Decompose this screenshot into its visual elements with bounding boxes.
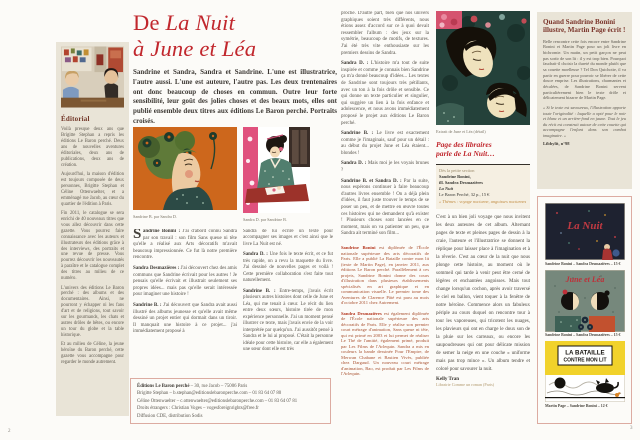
editorial-heading: Éditorial	[61, 115, 90, 123]
june-lea-extract-artwork	[436, 11, 530, 125]
book-la-bataille	[545, 341, 624, 408]
extract-caption: Extrait de June et Léa (détail)	[436, 129, 486, 134]
credit-themes: « Thèmes : voyage nocturne, angoisses nocturnes	[439, 199, 527, 205]
article-intro: Sandrine et Sandra, Sandra et Sandrine. L'une est illustratrice, l'autre aussi. L'une est auteure, l'autre pas. Les deux trentenaires ont donc beaucoup de choses en commun. Outre leur forte sensibilité, leur goût des jolies choses et des beaux mots, elles ont publié ensemble deux titres aux éditions Le Baron perché. Portraits croisés.	[133, 68, 337, 125]
article-title	[133, 10, 343, 62]
portrait-sandrine-artwork	[133, 127, 237, 210]
editorial-paragraph: L'univers des éditions Le Baron perché : des albums et des documentaires. Ainsi, ne pourront y échapper ni les fans d'art et de religions, tout savoir sur les gourmands, les chats et autres drôles de bêtes, ou encore un tour du globe et la table historique.	[61, 285, 124, 338]
credit-author: Sandrine Bonini,	[439, 173, 471, 179]
book-credits-block	[436, 164, 530, 209]
credit-title: La Nuit	[439, 185, 454, 191]
page-number-right: 3	[630, 426, 633, 431]
contact-line: Céline Ottenwaelter – c.ottenwaelter@editionslebaronperche.com – 01 83 64 07 81	[137, 398, 298, 404]
interview-column-3	[341, 11, 429, 432]
interview-paragraph	[133, 266, 237, 299]
credit-publisher: Le Baron Perché, 32 p., 15 €	[439, 191, 490, 197]
review-heading-line1: Page des libraires	[436, 141, 492, 149]
interview-paragraph	[133, 303, 237, 336]
contact-line: Diffusion CDE, distribution Sodis	[137, 413, 203, 419]
press-review-source: Libbylit, n°98	[543, 140, 570, 146]
credit-illustrator: ill. Sandra Desmazières	[439, 179, 483, 185]
portrait-sandra-artwork	[243, 127, 310, 213]
la-bataille-cover	[545, 341, 625, 402]
publisher-address: – 30, rue Jacob – 75006 Paris	[189, 384, 248, 389]
librarians-review-heading	[436, 141, 530, 159]
interview-text: Une fois le texte écrit, et ce fut très rapide, on a revu la maquette du livre. J'ai dessiné de nouvelles pages et voilà ! Cette première collaboration s'est faite tout naturellement.	[243, 252, 333, 284]
press-review-quote: « Si le texte est savoureux, l'illustration apporte toute l'originalité : laquelle a opté pour le noir et blanc et un arrière-fond en jaune. Tout le jeu du récit est construit autour de cette couette qui accompagne l'enfant dans son combat imaginaire. »	[543, 105, 626, 138]
interview-text: Le livre est exactement comme je l'imaginais, sauf pour un détail : au début du projet June et Léa étaient... blondes !	[341, 131, 429, 156]
june-et-lea-title: June et Léa	[565, 274, 605, 284]
speaker-label: Sandra D. :	[243, 252, 268, 258]
book-covers-box	[537, 196, 632, 424]
editorial-photo	[61, 46, 124, 108]
press-review-box	[537, 12, 632, 189]
book-caption: Sandrine Bonini – Sandra Desmazières – 15 €	[545, 261, 621, 266]
interview-paragraph	[243, 229, 333, 248]
title-italic-june-lea: à June et Léa	[133, 36, 257, 62]
book-caption: Sandrine Bonini – Sandra Desmazières – 15 €	[545, 333, 621, 337]
pink-desk-illustration	[243, 127, 310, 213]
book-caption: Martin Page – Sandrine Bonini – 12 €	[545, 403, 608, 408]
interview-paragraph	[341, 161, 429, 174]
title-roman: De	[133, 10, 166, 35]
title-italic-la-nuit: La Nuit	[165, 10, 236, 35]
interview-text: Par la suite, nous espérons continuer à faire beaucoup d'autres livres ensemble ! On a déjà plein d'idées, il faut juste trouver le temps de se poser un peu, et de mettre en œuvre toutes ces histoires qui ne demandent qu'à exister ! Plusieurs choses sont lancées en ce moment, mais on va patienter un peu, que Sandra ait terminé son film...	[341, 178, 429, 237]
la-bataille-title-line1: LA BATAILLE	[565, 349, 605, 357]
speaker-label: Sandrine B. et Sandra D. :	[341, 178, 402, 184]
speaker-label: Sandrine B. :	[341, 131, 374, 137]
book-la-nuit	[545, 203, 624, 266]
contact-line: Droits étrangers : Christian Voges – vogesforeignrights@free.fr	[137, 406, 259, 412]
speaker-label: Sandra D. :	[341, 161, 367, 167]
speaker-label: andrine Bonini :	[142, 229, 181, 234]
press-review-heading: Quand Sandrine Bonini illustre, Martin Page écrit !	[543, 18, 626, 35]
la-nuit-title: La Nuit	[567, 220, 603, 232]
interview-column-1	[133, 229, 237, 376]
interview-text: Sandra de lui écrire un texte pour accompagner ses images et c'est ainsi que le livre La Nuit est né.	[243, 229, 333, 247]
two-faces-illustration	[436, 11, 530, 125]
interview-text: J'ai découvert que Sandra avait aussi illustré des albums jeunesse et qu'elle avait même dessiné un projet entier qui dormait dans un tiroir. Il manquait une histoire à ce projet... j'ai immédiatement proposé à	[133, 302, 237, 335]
interview-text: Entre-temps, j'avais écrit plusieurs autres histoires dont celle de June et Léa, qui me tenait à cœur. Le récit du lien entre deux sœurs, histoire tirée de mon expérience personnelle. J'ai un moment pensé illustrer ce texte, mais j'avais envie de la voir interprétée par quelqu'un. J'ai aussitôt pensé à Sandra et le lui ai proposé. C'était la personne idéale pour cette histoire, car elle a également une sœur dont elle est très	[243, 288, 333, 352]
orange-portrait-illustration	[133, 127, 237, 210]
editorial-paragraph: Et au milieu de Céline, la jeune héroïne du Baron perché, cette gazette vous accompagne pour regarder le monde autrement.	[61, 342, 124, 366]
interview-paragraph	[133, 229, 237, 262]
editorial-paragraph: Fin 2011, le catalogue se sera enrichi de 40 nouveaux titres que vous allez découvrir dans cette gazette. Vous pourrez faire connaissance avec les auteurs et illustrateurs des éditions grâce à des interviews, des portraits et une revue de presse. Vous pourrez découvrir les nouveautés à paraître et le catalogue complet des titres au milieu de ce numéro.	[61, 210, 124, 282]
speaker-label: Sandra Desmazières :	[133, 265, 180, 271]
author-bio-sandra	[341, 311, 429, 377]
bio-text: est également diplômée de l'École nationale supérieure des arts décoratifs de Paris. Elle y réalise son premier court métrage d'animation, Sans queue ni tête, qui est primé en 2003 et lui permet de réaliser Le Thé de l'amitié, également primé, produit par Les Films de l'Arlequin. Sandra a mis en couleurs la bande dessinée Pour l'Empire, de Merwan Chabane et Bastien Vivès, publiée chez Dargaud. Un nouveau court métrage d'animation, Bao, est produit par Les Films de l'Arlequin.	[341, 310, 429, 376]
editorial-sidebar	[56, 42, 129, 416]
dropcap: S	[133, 229, 142, 242]
interview-text: J'ai d'abord connu Sandra par son travail : son film Sans queue ni tête qu'elle a réalisé aux Arts décoratifs m'avait beaucoup impressionnée. Ce fut là notre première rencontre.	[133, 229, 237, 261]
editorial-paragraph: Voilà presque deux ans que Brigitte Stephan a repris les éditions Le Baron perché. Deux ans de nouvelles aventures éditoriales, deux ans de publications, deux ans de création.	[61, 127, 124, 168]
review-signature-org: Librairie Comme un roman (Paris)	[436, 382, 495, 388]
author-bio-sandrine	[341, 245, 429, 306]
interview-paragraph	[341, 61, 429, 127]
speaker-label: Sandrine B. :	[133, 302, 162, 308]
librarians-review-section	[436, 141, 530, 431]
interview-paragraph	[243, 252, 333, 284]
publisher-name: Éditions Le Baron perché	[137, 384, 190, 389]
interview-paragraph	[341, 179, 429, 238]
page-number-left: 2	[8, 429, 11, 434]
review-signature: Kelly Tran	[436, 377, 460, 383]
interview-paragraph	[341, 11, 429, 57]
artwork2-caption: Sandra D. par Sandrine B.	[243, 217, 287, 222]
speaker-label: Sandrine B. :	[243, 288, 276, 294]
interview-paragraph	[243, 289, 333, 354]
bio-name: Sandrine Bonini	[341, 245, 376, 250]
review-body: C'est à un bien joli voyage que nous invitent les deux auteures de cet album. Alternant pages de texte et pleines pages de dessin à la craie, l'auteure et l'illustratrice se donnent la réplique pour laisser place à l'imagination et à la rêverie. C'est au cœur de la nuit que nous plonge cette histoire, au moment où le sommeil qui tarde à venir peut être cerné de légères et enchantées angoisses. Mais tout change lorsqu'un cochon, après avoir traversé le ciel en ballon, vient toquer à la fenêtre de notre héroïne. Commence alors un fabuleux périple au cours duquel on rencontre tour à tour les vaporeuses, qui tricotent les nuages, les plavieurs qui ont en charge le doux son de la pluie sur les carreaux, ou encore les saupoudreuses qui ont pour délicate mission de semer la neige en une couche « uniforme mais pas trop mince ». Un album tendre et coloré pour savourer la nuit.	[436, 215, 530, 373]
speaker-label: Sandra D. :	[341, 61, 369, 67]
interview-text: Mais moi je les voyais brunes ?	[341, 161, 429, 174]
interview-text: proche. D'autre part, bien que nos univers graphiques soient très différents, nous étions assez d'accord sur ce à quoi devait ressembler l'album : des jeux sur la symétrie, beaucoup de motifs, de textures. J'ai été très vite enthousiaste sur les premiers dessins de Sandra.	[341, 11, 429, 56]
credit-level: Dès la petite section	[439, 167, 475, 173]
interview-paragraph	[341, 131, 429, 157]
interview-text: L'histoire m'a tout de suite inspirée et comme je connais bien Sandrine ça m'a donné beaucoup d'idées... Les textes de Sandrine sont toujours très pétillants, avec un ton à la fois drôle et sensible. Ce qui donne un texte particulier et singulier, qui suggère un lien à la fois enfance et adolescence, et nous avons immédiatement proposé le projet aux éditions Le Baron perché.	[341, 61, 429, 126]
interview-text: J'ai découvert chez des amis communs que Sandrine écrivait pour les autres ! Je pensais qu'elle écrivait et illustrait seulement ses propres idées... mais pas qu'elle serait intéressée pour imaginer une histoire !	[133, 265, 237, 298]
june-et-lea-cover	[545, 270, 625, 332]
editorial-paragraph: Aujourd'hui, la maison d'édition est toujours composée de deux personnes, Brigitte Stephan et Céline Ottenwaelter, et a emménagé rue Jacob, au cœur du quartier de l'édition à Paris.	[61, 171, 124, 207]
book-june-et-lea	[545, 270, 624, 338]
la-nuit-cover	[545, 203, 625, 260]
bio-name: Sandra Desmazières	[341, 310, 382, 316]
la-bataille-title-line2: CONTRE MON LIT	[563, 357, 607, 364]
bio-text: est diplômée de l'École nationale supérieure des arts décoratifs de Paris. Elle a publié La Bataille contre mon lit (texte de Martin Page), en janvier 2011, aux éditions Le Baron perché. Parallèlement à ces projets, Sandrine Bonini donne des cours d'illustration dans plusieurs établissements spécialisés en art graphique et en communication visuelle. Le premier tome des Aventures de Clarence Pâté est paru au mois d'octobre 2011 chez Autrement.	[341, 245, 429, 305]
contact-line	[137, 383, 324, 390]
press-review-body: Belle rencontre cette fois encore entre Sandrine Bonini et Martin Page pour un joli livre en bichromie. Un matin, un petit garçon ne peut pas sortir de son lit : il y est trop bien. Pourquoi faudrait-il choisir la dureté du monde plutôt que sa couette moelleuse ? Tel Don Quichotte, il va partir en guerre pour pouvoir se libérer de cette douce emprise. Les illustrations, charmantes et décalées, de Sandrine Bonini servent particulièrement bien le texte drôle et délicatement bizarre de Martin Page.	[543, 38, 626, 101]
contact-line: Brigitte Stephan – b.stephan@editionslebaronperche.com – 01 83 64 07 80	[137, 391, 282, 397]
interview-column-2	[243, 229, 333, 376]
artwork1-caption: Sandrine B. par Sandra D.	[133, 214, 177, 219]
publisher-contact-box	[130, 378, 331, 424]
review-heading-line2: parle de La Nuit…	[436, 148, 495, 158]
